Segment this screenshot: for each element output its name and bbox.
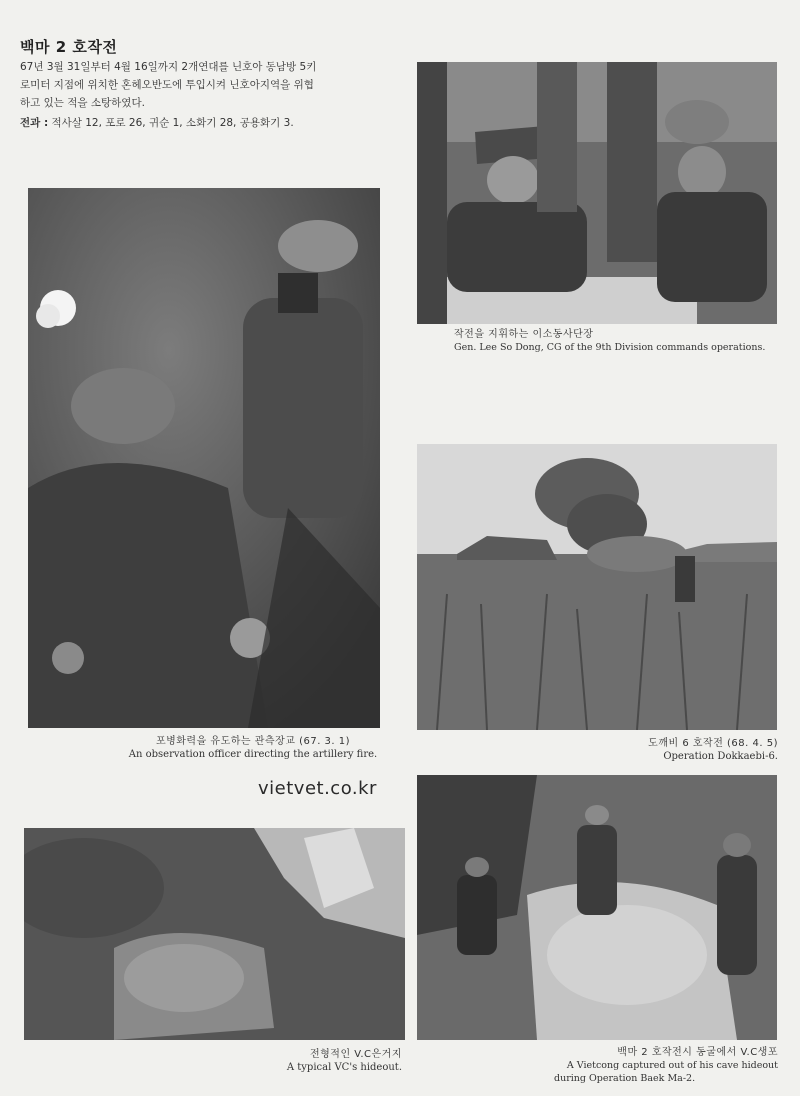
- caption-observation-officer: [122, 735, 384, 761]
- battle-result: [20, 114, 392, 132]
- caption-dokkaebi-en: Operation Dokkaebi-6.: [663, 751, 778, 762]
- photo-vc-captured: [417, 775, 777, 1040]
- photo-vc-hideout: [24, 828, 405, 1040]
- caption-observation-en: An observation officer directing the artillery fire.: [128, 749, 378, 760]
- photo-operation-dokkaebi: [417, 444, 777, 730]
- caption-observation-ko: 포병화력을 유도하는 관측장교 (67. 3. 1): [155, 736, 351, 747]
- caption-dokkaebi-ko: 도깨비 6 호작전 (68. 4. 5): [648, 738, 778, 749]
- caption-general-en: Gen. Lee So Dong, CG of the 9th Division commands operations.: [454, 342, 766, 353]
- caption-dokkaebi: [560, 737, 778, 763]
- result-text: 적사살 12, 포로 26, 귀순 1, 소화기 28, 공용화기 3.: [51, 117, 294, 129]
- caption-general-ko: 작전을 지휘하는 이소동사단장: [454, 329, 594, 340]
- photo-general-commands: [417, 62, 777, 324]
- intro-line-3: 하고 있는 적을 소탕하였다.: [20, 97, 145, 109]
- section-intro: [20, 58, 392, 132]
- intro-line-2: 로미터 지점에 위치한 혼헤오반도에 투입시켜 닌호아지역을 위협: [20, 79, 314, 91]
- section-title: 백마 2 호작전: [20, 38, 118, 56]
- caption-hideout: [262, 1048, 402, 1074]
- intro-line-1: 67년 3월 31일부터 4월 16일까지 2개연대를 닌호아 동남방 5키: [20, 61, 317, 73]
- caption-captured-en-1: A Vietcong captured out of his cave hideout: [566, 1060, 778, 1071]
- caption-captured: [548, 1046, 778, 1085]
- result-label: 전과 :: [20, 117, 49, 129]
- caption-general: [454, 328, 780, 354]
- caption-hideout-en: A typical VC's hideout.: [286, 1062, 402, 1073]
- caption-hideout-ko: 전형적인 V.C은거지: [309, 1049, 402, 1060]
- photo-observation-officer: [28, 188, 380, 728]
- caption-captured-ko: 백마 2 호작전시 동굴에서 V.C생포: [617, 1047, 778, 1058]
- caption-captured-en-2: during Operation Baek Ma-2.: [554, 1073, 696, 1084]
- site-watermark: vietvet.co.kr: [258, 778, 377, 799]
